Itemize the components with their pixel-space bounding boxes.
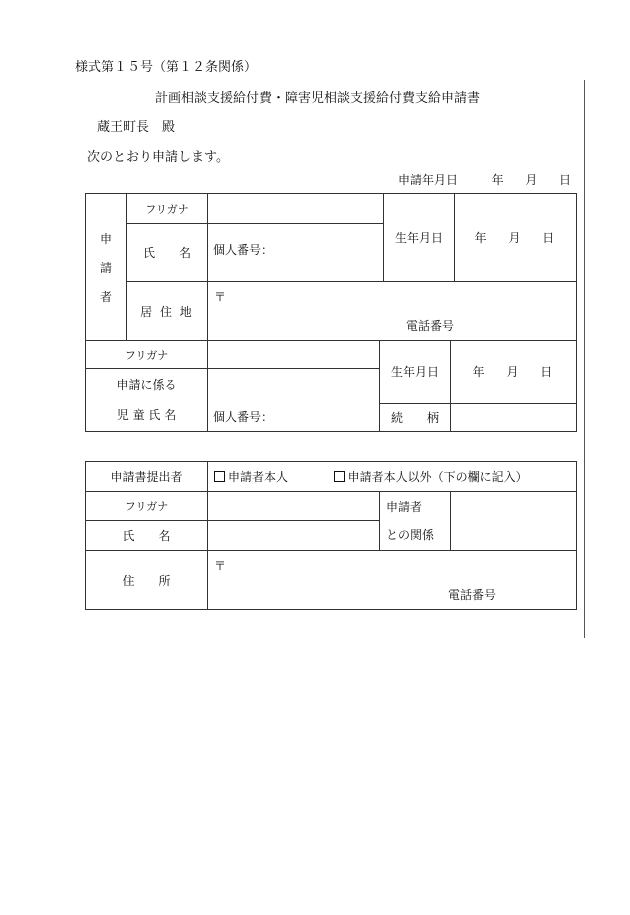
child-label-line1: 申請に係る (116, 378, 177, 392)
applicant-char-1: 申 (99, 231, 112, 246)
submitter-name-field[interactable] (208, 521, 380, 551)
margin-line (584, 80, 585, 638)
option-other[interactable] (334, 470, 528, 484)
applicant-name-field[interactable] (208, 224, 384, 282)
applicant-char-3: 者 (99, 289, 112, 304)
submitter-relation-label (380, 492, 451, 551)
child-table (85, 340, 577, 432)
applicant-address-label (127, 282, 208, 341)
applicant-table (85, 193, 577, 341)
relation-label-line2: との関係 (386, 528, 435, 542)
applicant-char-2: 請 (99, 260, 112, 275)
child-name-label (86, 369, 208, 432)
option-other-label: 申請者本人以外（下の欄に記入） (347, 470, 528, 484)
application-date (398, 171, 571, 188)
child-furigana-field[interactable] (208, 341, 380, 369)
applicant-group-cell (86, 194, 127, 341)
applicant-personal-number-label: 個人番号： (213, 243, 274, 257)
checkbox-other-icon[interactable] (334, 471, 345, 482)
applicant-furigana-field[interactable] (208, 194, 384, 224)
applicant-birthdate-field[interactable] (455, 194, 577, 282)
relationship-label: 続 柄 (380, 403, 451, 431)
child-name-field[interactable] (208, 369, 380, 432)
day-label: 日 (559, 173, 572, 187)
applicant-birthdate-value: 年 月 日 (474, 231, 557, 245)
submitter-options (208, 462, 577, 492)
child-birthdate-field[interactable] (451, 341, 577, 404)
child-personal-number-label: 個人番号： (213, 410, 274, 424)
intro-text: 次のとおり申請します。 (87, 150, 229, 165)
application-date-label: 申請年月日 (398, 173, 459, 187)
applicant-phone-label: 電話番号 (405, 319, 454, 333)
child-birthdate-value: 年 月 日 (472, 365, 555, 380)
submitter-name-label: 氏 名 (86, 521, 208, 551)
form-number: 様式第１５号（第１２条関係） (75, 60, 258, 75)
option-self[interactable] (214, 470, 288, 484)
applicant-furigana-label: フリガナ (127, 194, 208, 224)
child-furigana-label: フリガナ (86, 341, 208, 369)
month-label: 月 (525, 173, 538, 187)
submitter-address-field[interactable] (208, 551, 577, 610)
option-self-label: 申請者本人 (228, 470, 289, 484)
child-label-line2: 児 童 氏 名 (116, 408, 177, 422)
submitter-postal-mark: 〒 (214, 559, 227, 573)
submitter-furigana-field[interactable] (208, 492, 380, 521)
checkbox-self-icon[interactable] (214, 471, 225, 482)
submitter-address-label: 住 所 (86, 551, 208, 610)
submitter-table (85, 461, 577, 610)
applicant-birthdate-label: 生年月日 (384, 194, 455, 282)
submitter-relation-field[interactable] (451, 492, 577, 551)
relation-label-line1: 申請者 (386, 500, 423, 514)
submitter-label: 申請書提出者 (86, 462, 208, 492)
applicant-name-label: 氏 名 (127, 224, 208, 282)
submitter-furigana-label: フリガナ (86, 492, 208, 521)
applicant-postal-mark: 〒 (214, 290, 227, 304)
submitter-phone-label: 電話番号 (448, 588, 497, 602)
form-title: 計画相談支援給付費・障害児相談支援給付費支給申請書 (155, 91, 481, 106)
child-birthdate-label: 生年月日 (380, 341, 451, 404)
applicant-address-label-text: 居 住 地 (140, 304, 194, 319)
addressee: 蔵王町長 殿 (97, 120, 176, 135)
relationship-field[interactable] (451, 403, 577, 431)
applicant-address-field[interactable] (208, 282, 577, 341)
year-label: 年 (491, 173, 504, 187)
